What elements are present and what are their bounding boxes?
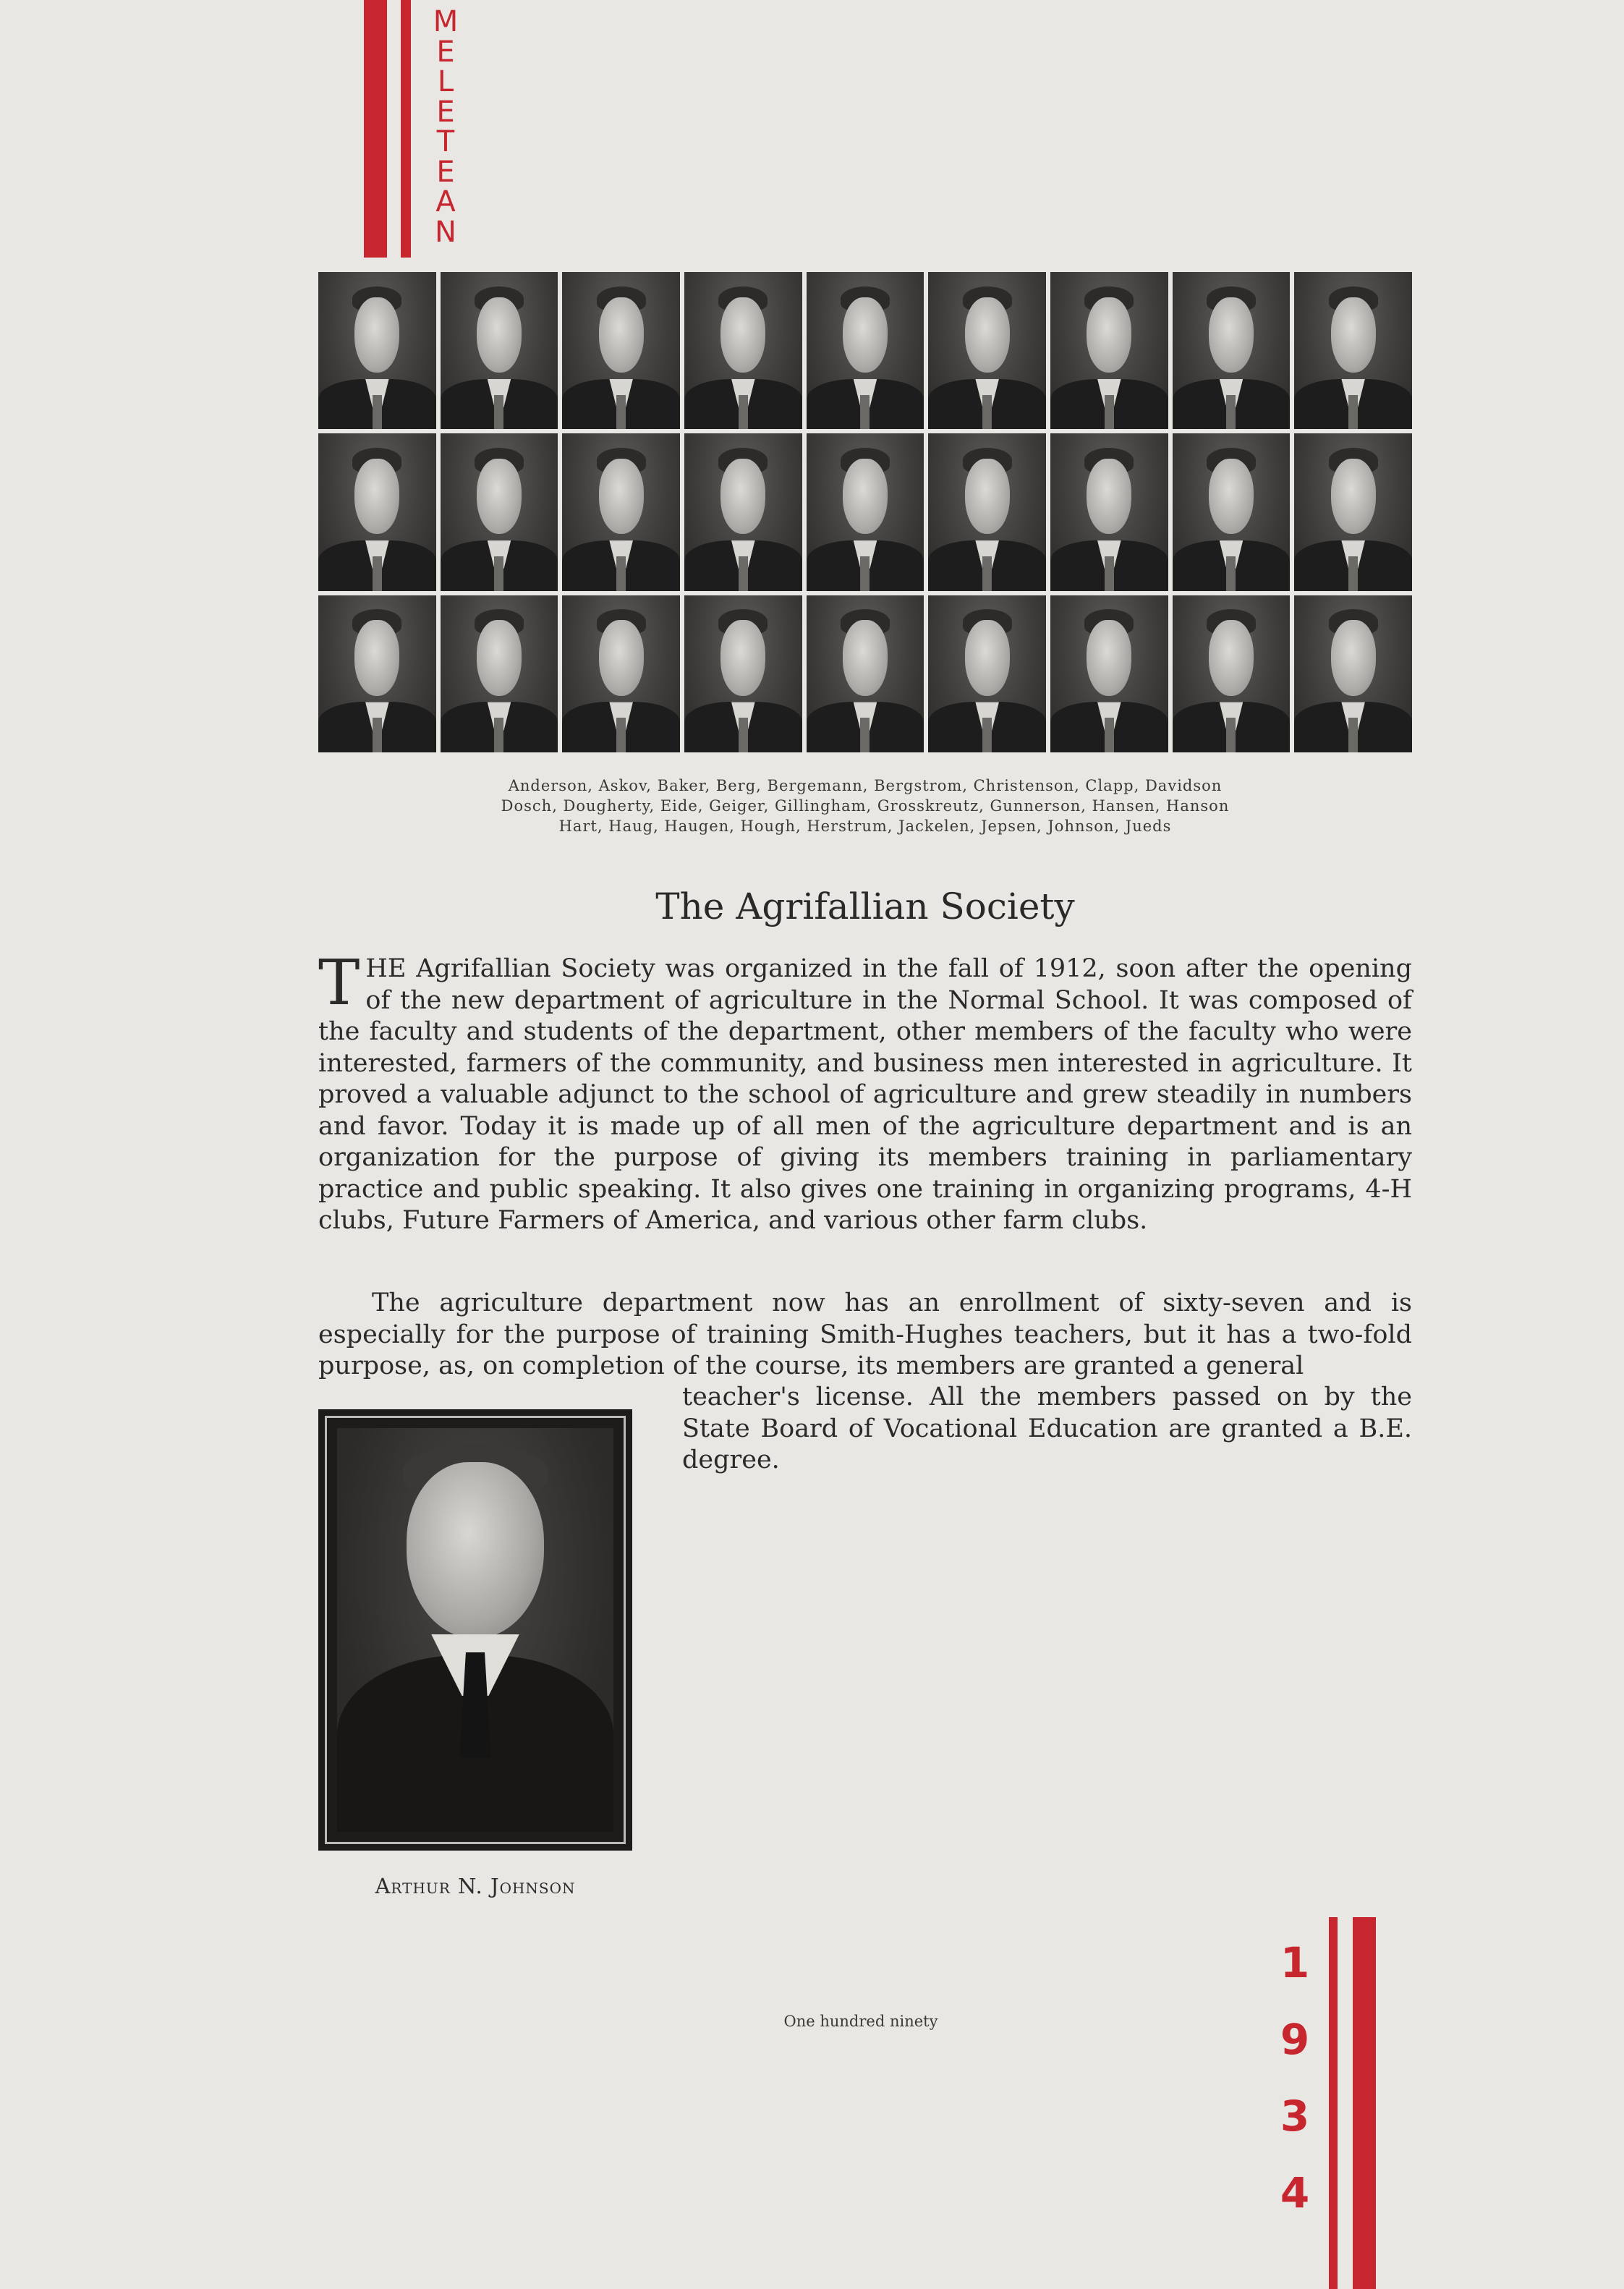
bottom-accent-bar-thick <box>1353 1917 1376 2289</box>
year-vertical <box>1266 1924 1324 2231</box>
portrait-tie <box>1105 395 1114 430</box>
portrait-tie <box>373 556 382 591</box>
portrait-photo <box>318 1409 632 1851</box>
portrait-tie <box>1105 718 1114 752</box>
member-portrait <box>562 433 680 590</box>
portrait-tie <box>616 395 626 430</box>
member-portrait <box>928 595 1046 752</box>
caption-line: Anderson, Askov, Baker, Berg, Bergemann, Bergstrom, Christenson, Clapp, Davidson <box>508 777 1223 794</box>
group-photo-caption <box>318 776 1412 836</box>
portrait-face <box>477 297 522 373</box>
portrait-tie <box>860 395 870 430</box>
portrait-face <box>965 297 1010 373</box>
portrait-face <box>1087 459 1131 534</box>
portrait-caption: Arthur N. Johnson <box>375 1874 576 1898</box>
portrait-tie <box>860 718 870 752</box>
vertical-title-letter: E <box>436 35 455 69</box>
year-digit: 1 <box>1280 1938 1310 1987</box>
portrait-tie <box>1226 395 1236 430</box>
member-portrait <box>1050 595 1168 752</box>
portrait-tie <box>739 395 748 430</box>
vertical-title-letter: A <box>435 185 456 218</box>
portrait-tie <box>1348 395 1358 430</box>
member-portrait <box>1294 595 1412 752</box>
portrait-tie <box>616 718 626 752</box>
portrait-face <box>477 620 522 695</box>
portrait-face <box>843 297 888 373</box>
portrait-face <box>354 620 399 695</box>
group-photo-grid <box>318 272 1412 752</box>
portrait-tie <box>1348 556 1358 591</box>
page-number: One hundred ninety <box>783 2013 938 2030</box>
member-portrait <box>1294 272 1412 429</box>
vertical-title-letter: L <box>437 65 454 98</box>
portrait-face <box>720 620 765 695</box>
portrait-tie <box>373 718 382 752</box>
member-portrait <box>318 433 436 590</box>
member-portrait <box>807 595 924 752</box>
member-portrait <box>1173 272 1291 429</box>
portrait-face <box>1331 297 1376 373</box>
portrait-tie <box>616 556 626 591</box>
member-portrait <box>1050 272 1168 429</box>
member-portrait <box>1173 595 1291 752</box>
drop-cap: T <box>318 947 360 1019</box>
member-portrait <box>318 272 436 429</box>
vertical-title <box>427 7 464 247</box>
member-portrait <box>441 595 558 752</box>
member-portrait <box>441 433 558 590</box>
portrait-face <box>477 459 522 534</box>
portrait-face <box>1087 620 1131 695</box>
portrait-tie <box>1226 556 1236 591</box>
vertical-title-letter: M <box>433 5 459 38</box>
portrait-face <box>965 459 1010 534</box>
portrait-face <box>1209 620 1254 695</box>
portrait-tie <box>739 718 748 752</box>
portrait-face <box>720 297 765 373</box>
caption-line: Hart, Haug, Haugen, Hough, Herstrum, Jackelen, Jepsen, Johnson, Jueds <box>558 818 1172 835</box>
paragraph-1-text: HE Agrifallian Society was organized in the fall of 1912, soon after the opening of the new department of agriculture in the Normal School. It was composed of the faculty and students of the department, other members of the faculty who were interested, farmers of the community, and business men interested in agriculture. It proved a valuable adjunct to the school of agriculture and grew steadily in numbers and favor. Today it is made up of all men of the agriculture department and is an organization for the purpose of giving its members training in parliamentary practice and public speaking. It also gives one training in organizing programs, 4-H clubs, Future Farmers of America, and various other farm clubs. <box>318 954 1412 1235</box>
year-digit: 9 <box>1280 2015 1310 2064</box>
portrait-tie <box>1348 718 1358 752</box>
portrait-face <box>599 297 644 373</box>
portrait-tie <box>982 718 992 752</box>
article-paragraph-2: The agriculture department now has an enrollment of sixty-seven and is especially for the purpose of training Smith-Hughes teachers, but it has a two-fold purpose, as, on completion of the course, its members are granted a general <box>318 1288 1412 1380</box>
portrait-face <box>1087 297 1131 373</box>
member-portrait <box>684 595 802 752</box>
member-portrait <box>441 272 558 429</box>
member-portrait <box>684 433 802 590</box>
portrait-face <box>1331 459 1376 534</box>
caption-line: Dosch, Dougherty, Eide, Geiger, Gillingham, Grosskreutz, Gunnerson, Hansen, Hanson <box>501 797 1230 815</box>
member-portrait <box>1173 433 1291 590</box>
portrait-face <box>1209 297 1254 373</box>
member-portrait <box>1294 433 1412 590</box>
member-portrait <box>928 433 1046 590</box>
member-portrait <box>562 272 680 429</box>
member-portrait <box>684 272 802 429</box>
vertical-title-letter: N <box>435 215 456 249</box>
year-digit: 4 <box>1280 2168 1310 2217</box>
member-portrait <box>928 272 1046 429</box>
member-portrait <box>807 272 924 429</box>
portrait-tie <box>373 395 382 430</box>
portrait-face <box>1331 620 1376 695</box>
portrait-face <box>407 1462 545 1639</box>
article-title: The Agrifallian Society <box>655 886 1075 927</box>
top-accent-bar-thick <box>364 0 387 258</box>
portrait-face <box>843 620 888 695</box>
member-portrait <box>807 433 924 590</box>
member-portrait <box>562 595 680 752</box>
portrait-tie <box>739 556 748 591</box>
portrait-tie <box>1226 718 1236 752</box>
portrait-face <box>720 459 765 534</box>
portrait-face <box>965 620 1010 695</box>
portrait-tie <box>860 556 870 591</box>
portrait-tie <box>1105 556 1114 591</box>
year-digit: 3 <box>1280 2091 1310 2141</box>
portrait-tie <box>494 718 503 752</box>
top-accent-bar-thin <box>401 0 411 258</box>
portrait-face <box>354 459 399 534</box>
vertical-title-letter: T <box>436 125 455 158</box>
portrait-face <box>599 459 644 534</box>
portrait-tie <box>494 556 503 591</box>
bottom-accent-bar-thin <box>1329 1917 1338 2289</box>
portrait-face <box>843 459 888 534</box>
portrait-tie <box>982 556 992 591</box>
portrait-face <box>599 620 644 695</box>
portrait-tie <box>982 395 992 430</box>
portrait-face <box>1209 459 1254 534</box>
portrait-tie <box>494 395 503 430</box>
vertical-title-letter: E <box>436 95 455 129</box>
portrait-face <box>354 297 399 373</box>
member-portrait <box>318 595 436 752</box>
vertical-title-letter: E <box>436 155 455 189</box>
article-paragraph-2-continued: teacher's license. All the members passed on by the State Board of Vocational Education are granted a B.E. degree. <box>682 1383 1412 1474</box>
article-paragraph-1 <box>318 947 1412 1237</box>
member-portrait <box>1050 433 1168 590</box>
